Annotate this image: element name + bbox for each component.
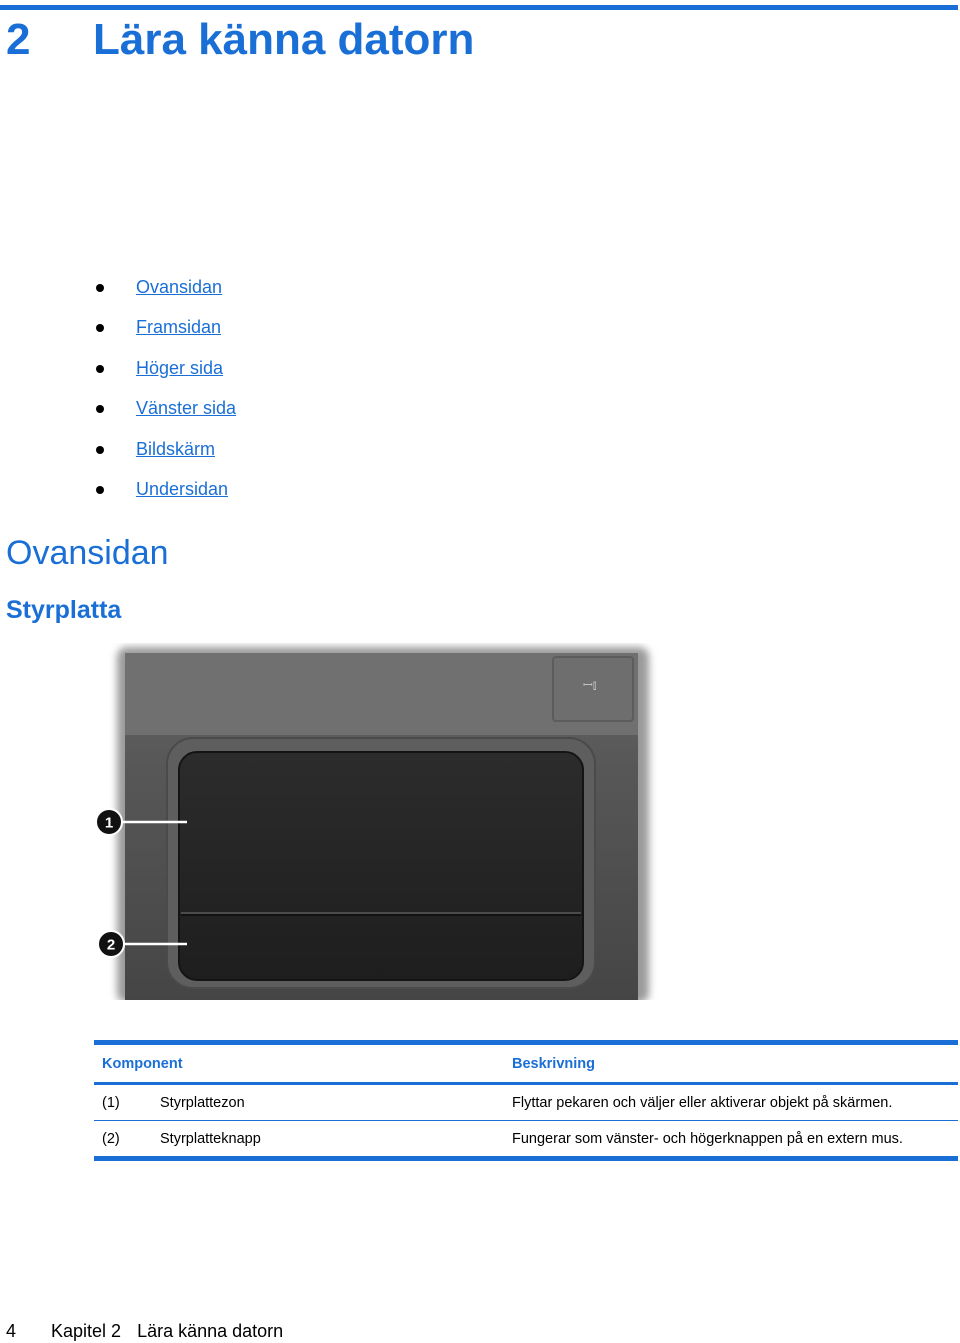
subsection-heading: Styrplatta xyxy=(6,596,122,624)
toc-link-ovansidan[interactable]: Ovansidan xyxy=(136,277,223,297)
top-rule xyxy=(0,5,958,10)
toc-item xyxy=(96,396,236,436)
description-cell: Fungerar som vänster- och högerknappen på en extern mus. xyxy=(512,1130,903,1147)
header-component: Komponent xyxy=(102,1055,183,1072)
chapter-number: 2 xyxy=(6,15,31,64)
section-heading: Ovansidan xyxy=(6,534,169,572)
wireless-icon: ꟷ⫾ xyxy=(583,678,597,692)
table-row xyxy=(94,1121,958,1159)
toc-link-bildskarm[interactable]: Bildskärm xyxy=(136,438,216,459)
toc-item xyxy=(96,315,236,355)
component-cell xyxy=(94,1121,504,1159)
page-footer xyxy=(6,1319,283,1343)
touchpad-photo xyxy=(95,643,670,1000)
callout-number-2: 2 xyxy=(106,936,116,954)
row-number: (2) xyxy=(102,1130,120,1147)
toc-link-hoger-sida[interactable]: Höger sida xyxy=(136,357,224,378)
description-cell: Flyttar pekaren och väljer eller aktiverar objekt på skärmen. xyxy=(512,1094,893,1111)
section-link-list xyxy=(96,275,236,517)
component-name: Styrplatteknapp xyxy=(160,1130,261,1147)
callout-number-1: 1 xyxy=(104,814,114,832)
header-description: Beskrivning xyxy=(512,1055,595,1072)
toc-item xyxy=(96,275,236,315)
chapter-title-text: Lära känna datorn xyxy=(93,15,475,64)
toc-link-framsidan[interactable]: Framsidan xyxy=(136,317,222,338)
component-table xyxy=(94,1040,958,1161)
footer-chapter-title: Lära känna datorn xyxy=(137,1321,284,1341)
footer-chapter-label: Kapitel 2 xyxy=(51,1321,122,1341)
touchpad-zone xyxy=(179,752,583,980)
page-number: 4 xyxy=(6,1321,17,1341)
row-number: (1) xyxy=(102,1094,120,1111)
toc-link-undersidan[interactable]: Undersidan xyxy=(136,478,229,499)
toc-link-vanster-sida[interactable]: Vänster sida xyxy=(136,398,237,419)
toc-item xyxy=(96,356,236,396)
component-cell xyxy=(94,1084,504,1121)
toc-item xyxy=(96,477,236,517)
table-row xyxy=(94,1084,958,1121)
component-name: Styrplattezon xyxy=(160,1094,245,1111)
table-header-row xyxy=(94,1043,958,1084)
chapter-title xyxy=(6,12,474,68)
toc-item xyxy=(96,437,236,477)
